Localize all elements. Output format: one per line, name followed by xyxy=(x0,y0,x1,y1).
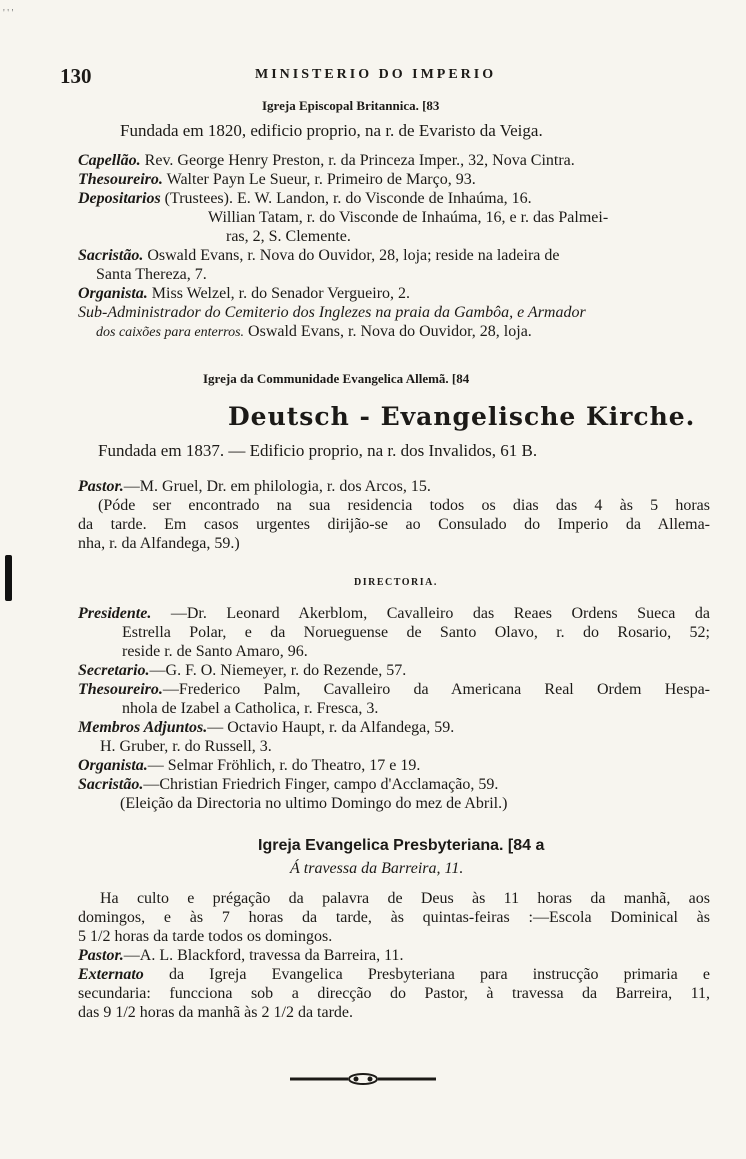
dir-membros-2: H. Gruber, r. do Russell, 3. xyxy=(100,738,272,755)
presb-externato-1: Externato da Igreja Evangelica Presbyteriana para instrucção primaria e xyxy=(78,966,710,983)
allema-note-2: da tarde. Em casos urgentes dirijão-se ao Consulado do Imperio da Allema- xyxy=(78,516,710,533)
entry-depositarios-2: Willian Tatam, r. do Visconde de Inhaúma, 16, e r. das Palmei- xyxy=(208,209,609,226)
britannica-founded: Fundada em 1820, edificio proprio, na r. de Evaristo da Veiga. xyxy=(120,121,543,140)
entry-sacristao-2: Santa Thereza, 7. xyxy=(96,266,207,283)
presb-line-1: Ha culto e prégação da palavra de Deus às 11 horas da manhã, aos xyxy=(100,890,710,907)
presb-externato-2: secundaria: funcciona sob a direcção do Pastor, à travessa da Barreira, 11, xyxy=(78,985,710,1002)
presbyteriana-address: Á travessa da Barreira, 11. xyxy=(290,860,464,877)
entry-capellao: Capellão. Rev. George Henry Preston, r. da Princeza Imper., 32, Nova Cintra. xyxy=(78,152,575,169)
allema-pastor: Pastor.—M. Gruel, Dr. em philologia, r. dos Arcos, 15. xyxy=(78,478,431,495)
page-header xyxy=(60,64,712,86)
dir-secretario: Secretario.—G. F. O. Niemeyer, r. do Rezende, 57. xyxy=(78,662,407,679)
presb-externato-3: das 9 1/2 horas da manhã às 2 1/2 da tarde. xyxy=(78,1004,354,1021)
allema-note-3: nha, r. da Alfandega, 59.) xyxy=(78,535,240,552)
scan-artifact-dots: ' ' ' xyxy=(3,8,14,19)
blackletter-heading: Deutsch - Evangelische Kirche. xyxy=(228,402,696,431)
directoria-title: DIRECTORIA. xyxy=(354,577,438,588)
section-title-britannica: Igreja Episcopal Britannica. [83 xyxy=(262,98,440,113)
entry-thesoureiro: Thesoureiro. Walter Payn Le Sueur, r. Primeiro de Março, 93. xyxy=(78,171,476,188)
dir-eleicao: (Eleição da Directoria no ultimo Domingo do mez de Abril.) xyxy=(120,795,508,812)
dir-sacristao: Sacristão.—Christian Friedrich Finger, campo d'Acclamação, 59. xyxy=(78,776,499,793)
entry-depositarios: Depositarios (Trustees). E. W. Landon, r. do Visconde de Inhaúma, 16. xyxy=(78,190,532,207)
dir-presidente: Presidente. —Dr. Leonard Akerblom, Cavalleiro das Reaes Ordens Sueca da xyxy=(78,605,711,622)
allema-note-1: (Póde ser encontrado na sua residencia todos os dias das 4 às 5 horas xyxy=(98,497,710,514)
presb-pastor: Pastor.—A. L. Blackford, travessa da Barreira, 11. xyxy=(78,947,404,964)
section-title-allema: Igreja da Communidade Evangelica Allemã. [84 xyxy=(203,371,470,386)
dir-organista: Organista.— Selmar Fröhlich, r. do Theatro, 17 e 19. xyxy=(78,757,421,774)
dir-thesoureiro: Thesoureiro.—Frederico Palm, Cavalleiro da Americana Real Ordem Hespa- xyxy=(78,681,710,698)
entry-organista: Organista. Miss Welzel, r. do Senador Vergueiro, 2. xyxy=(78,285,411,302)
ornament-divider xyxy=(288,1072,438,1086)
dir-presidente-2: Estrella Polar, e da Norueguense de Santo Olavo, r. do Rosario, 52; xyxy=(122,624,710,641)
dir-thesoureiro-2: nhola de Izabel a Catholica, r. Fresca, 3. xyxy=(122,700,379,717)
entry-subadministrador: Sub-Administrador do Cemiterio dos Inglezes na praia da Gambôa, e Armador xyxy=(78,304,586,321)
running-title: MINISTERIO DO IMPERIO xyxy=(255,67,497,82)
dir-presidente-3: reside r. de Santo Amaro, 96. xyxy=(122,643,308,660)
page-number: 130 xyxy=(60,64,92,88)
dir-membros: Membros Adjuntos.— Octavio Haupt, r. da Alfandega, 59. xyxy=(78,719,455,736)
presb-line-2: domingos, e às 7 horas da tarde, às quintas-feiras :—Escola Dominical às xyxy=(78,909,710,926)
scan-artifact-mark xyxy=(5,555,12,601)
entry-sacristao: Sacristão. Oswald Evans, r. Nova do Ouvidor, 28, loja; reside na ladeira de xyxy=(78,247,560,264)
section-title-presbyteriana: Igreja Evangelica Presbyteriana. [84 a xyxy=(258,837,545,854)
allema-founded: Fundada em 1837. — Edificio proprio, na r. dos Invalidos, 61 B. xyxy=(98,441,538,460)
entry-depositarios-3: ras, 2, S. Clemente. xyxy=(226,228,351,245)
entry-subadministrador-2: dos caixões para enterros. Oswald Evans, r. Nova do Ouvidor, 28, loja. xyxy=(96,323,532,340)
presb-line-3: 5 1/2 horas da tarde todos os domingos. xyxy=(78,928,333,945)
